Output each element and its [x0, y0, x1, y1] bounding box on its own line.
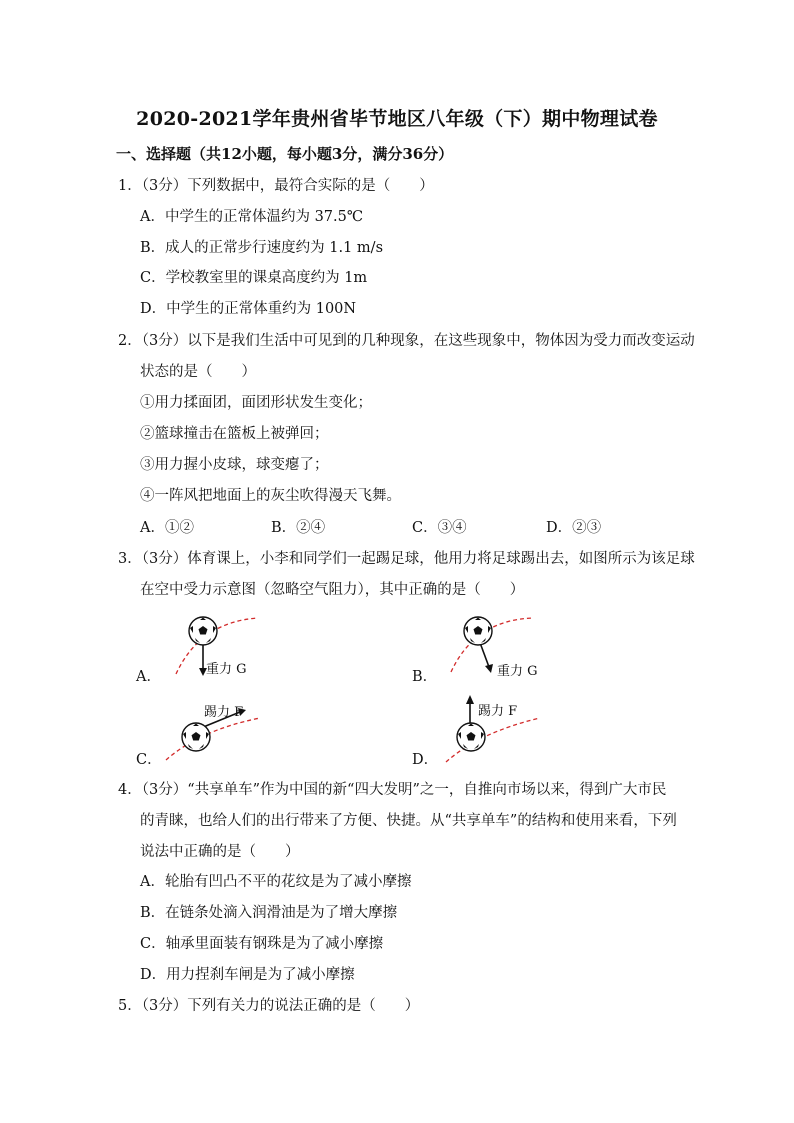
soccer-ball-icon	[456, 722, 486, 752]
q1-option-a: A．中学生的正常体温约为 37.5℃	[140, 209, 364, 225]
q3-figure-b	[445, 612, 545, 692]
q4-option-d: D．用力捏刹车闸是为了减小摩擦	[140, 967, 355, 983]
q2-stem-line1: 2．（3分）以下是我们生活中可见到的几种现象，在这些现象中，物体因为受力而改变运动	[118, 333, 695, 349]
q2-item-3: ③用力握小皮球，球变瘪了；	[140, 457, 329, 473]
q3-figure-a-label: A．	[136, 669, 161, 685]
q4-stem-line3: 说法中正确的是（ ）	[140, 844, 300, 860]
q5-stem: 5．（3分）下列有关力的说法正确的是（ ）	[118, 998, 420, 1014]
q4-stem-line2: 的青睐，也给人们的出行带来了方便、快捷。从“共享单车”的结构和使用来看，下列	[140, 813, 677, 829]
q2-item-2: ②篮球撞击在篮板上被弹回；	[140, 426, 329, 442]
soccer-ball-icon	[463, 616, 493, 646]
q4-option-a: A．轮胎有凹凸不平的花纹是为了减小摩擦	[140, 874, 412, 890]
q2-item-4: ④一阵风把地面上的灰尘吹得漫天飞舞。	[140, 488, 401, 504]
q2-item-1: ①用力揉面团，面团形状发生变化；	[140, 395, 372, 411]
q4-option-b: B．在链条处滴入润滑油是为了增大摩擦	[140, 905, 398, 921]
section-heading: 一、选择题（共12小题，每小题3分，满分36分）	[116, 145, 454, 163]
q2-stem-line2: 状态的是（ ）	[140, 364, 256, 380]
q2-option-c: C．③④	[412, 520, 467, 536]
arrow-head	[466, 695, 474, 704]
q3-figure-a	[170, 612, 270, 692]
q2-option-b: B．②④	[271, 520, 326, 536]
q4-stem-line1: 4．（3分）“共享单车”作为中国的新“四大发明”之一，自推向市场以来，得到广大市民	[118, 782, 667, 798]
soccer-ball-icon	[188, 616, 218, 646]
page-title: 2020-2021学年贵州省毕节地区八年级（下）期中物理试卷	[136, 108, 658, 130]
q3-stem-line1: 3．（3分）体育课上，小李和同学们一起踢足球，他用力将足球踢出去，如图所示为该足球	[118, 551, 695, 567]
q3-figure-c-label: C．	[136, 752, 162, 768]
q2-option-d: D．②③	[546, 520, 602, 536]
q3-figure-d-label: D．	[412, 752, 439, 768]
q1-option-c: C．学校教室里的课桌高度约为 1m	[140, 270, 368, 286]
q1-option-b: B．成人的正常步行速度约为 1.1 m/s	[140, 240, 384, 256]
q3-figure-b-force: 重力 G	[497, 664, 538, 679]
q2-options	[140, 516, 660, 538]
q4-option-c: C．轴承里面装有钢珠是为了减小摩擦	[140, 936, 384, 952]
soccer-ball-icon	[181, 722, 211, 752]
q3-stem-line2: 在空中受力示意图（忽略空气阻力），其中正确的是（ ）	[140, 582, 525, 598]
q1-option-d: D．中学生的正常体重约为 100N	[140, 301, 357, 317]
arrow-head	[485, 664, 493, 673]
q2-option-a: A．①②	[140, 520, 194, 536]
q1-stem: 1．（3分）下列数据中，最符合实际的是（ ）	[118, 178, 434, 194]
q3-figure-c-force: 踢力 F	[204, 705, 244, 720]
q3-figure-a-force: 重力 G	[206, 662, 247, 677]
q3-figure-b-label: B．	[412, 669, 438, 685]
q3-figure-d-force: 踢力 F	[478, 704, 518, 719]
